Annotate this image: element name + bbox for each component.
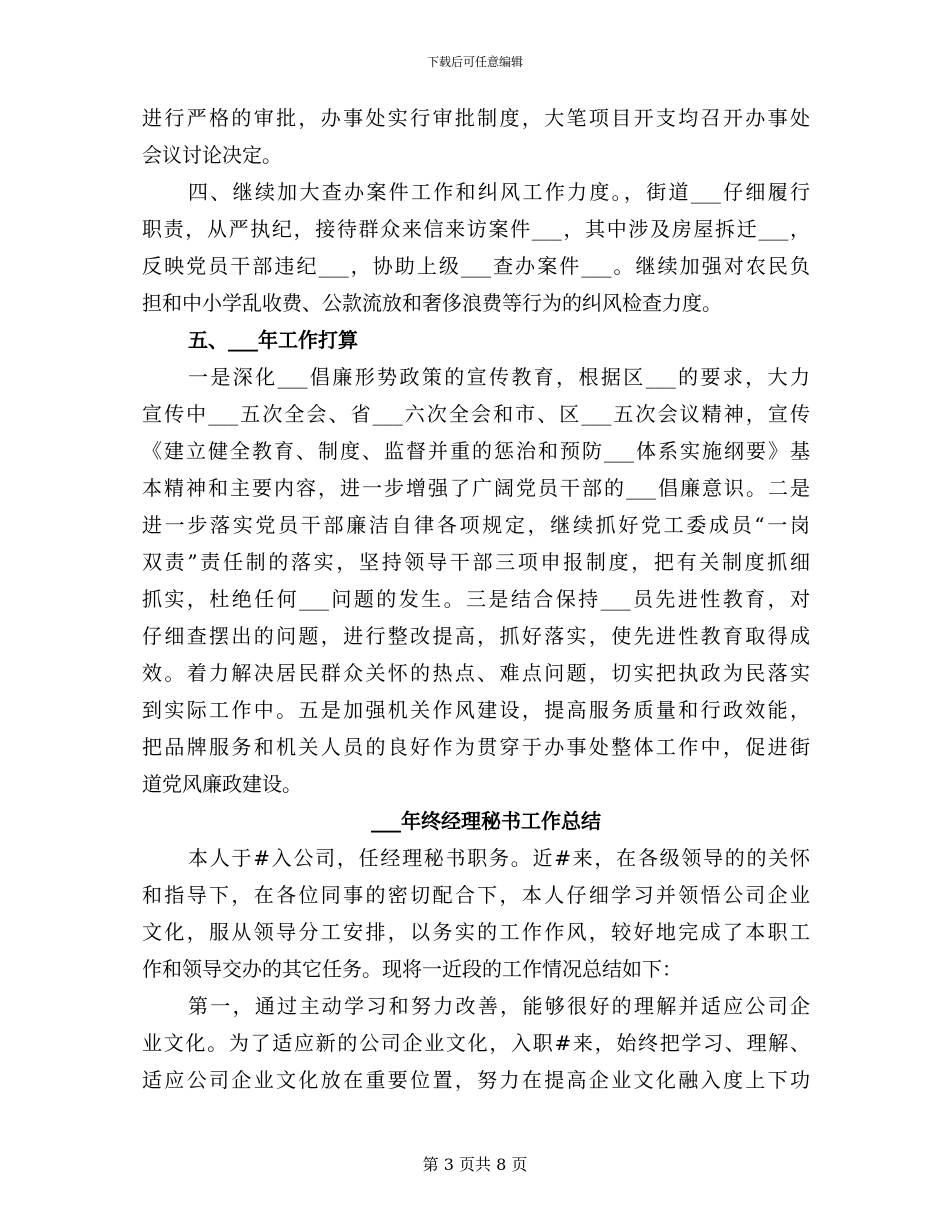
text-line: 进行严格的审批，办事处实行审批制度，大笔项目开支均召开办事处 bbox=[142, 106, 810, 130]
text-line: 把品牌服务和机关人员的良好作为贯穿于办事处整体工作中，促进街 bbox=[142, 735, 810, 759]
document-body bbox=[142, 100, 810, 1099]
text-line: 本精神和主要内容，进一步增强了广阔党员干部的___倡廉意识。二是 bbox=[142, 476, 810, 500]
page-footer: 第 3 页共 8 页 bbox=[422, 1155, 528, 1174]
text-line: 一是深化___倡廉形势政策的宣传教育，根据区___的要求，大力 bbox=[188, 365, 810, 389]
text-line: 《建立健全教育、制度、监督并重的惩治和预防___体系实施纲要》基 bbox=[142, 439, 810, 463]
text-line: 文化，服从领导分工安排，以务实的工作作风，较好地完成了本职工 bbox=[142, 920, 810, 944]
text-line: 和指导下，在各位同事的密切配合下，本人仔细学习并领悟公司企业 bbox=[142, 883, 810, 907]
text-line: 适应公司企业文化放在重要位置，努力在提高企业文化融入度上下功 bbox=[142, 1068, 810, 1092]
text-line: 进一步落实党员干部廉洁自律各项规定，继续抓好党工委成员“一岗 bbox=[142, 513, 810, 537]
text-line: 第一，通过主动学习和努力改善，能够很好的理解并适应公司企 bbox=[188, 994, 810, 1018]
text-line: 四、继续加大查办案件工作和纠风工作力度。，街道___仔细履行 bbox=[188, 180, 810, 204]
text-line: 会议讨论决定。 bbox=[142, 143, 282, 167]
section-heading: 五、___年工作打算 bbox=[188, 328, 358, 352]
text-line: 仔细查摆出的问题，进行整改提高，抓好落实，使先进性教育取得成 bbox=[142, 624, 810, 648]
text-line: 双责”责任制的落实，坚持领导干部三项申报制度，把有关制度抓细 bbox=[142, 550, 810, 574]
text-line: 作和领导交办的其它任务。现将一近段的工作情况总结如下： bbox=[142, 957, 682, 981]
text-line: 业文化。为了适应新的公司企业文化，入职#来，始终把学习、理解、 bbox=[142, 1031, 810, 1055]
text-line: 担和中小学乱收费、公款流放和奢侈浪费等行为的纠风检查力度。 bbox=[142, 291, 722, 315]
section-heading: ___年终经理秘书工作总结 bbox=[371, 809, 601, 833]
text-line: 本人于#入公司，任经理秘书职务。近#来，在各级领导的的关怀 bbox=[188, 846, 810, 870]
text-line: 抓实，杜绝任何___问题的发生。三是结合保持___员先进性教育，对 bbox=[142, 587, 810, 611]
text-line: 宣传中___五次全会、省___六次全会和市、区___五次会议精神，宣传 bbox=[142, 402, 810, 426]
text-line: 效。着力解决居民群众关怀的热点、难点问题，切实把执政为民落实 bbox=[142, 661, 810, 685]
text-line: 反映党员干部违纪___，协助上级___查办案件___。继续加强对农民负 bbox=[142, 254, 810, 278]
text-line: 到实际工作中。五是加强机关作风建设，提高服务质量和行政效能， bbox=[142, 698, 810, 722]
text-line: 道党风廉政建设。 bbox=[142, 772, 302, 796]
text-line: 职责，从严执纪，接待群众来信来访案件___，其中涉及房屋拆迁___， bbox=[142, 217, 810, 241]
page-header: 下载后可任意编辑 bbox=[426, 55, 523, 69]
